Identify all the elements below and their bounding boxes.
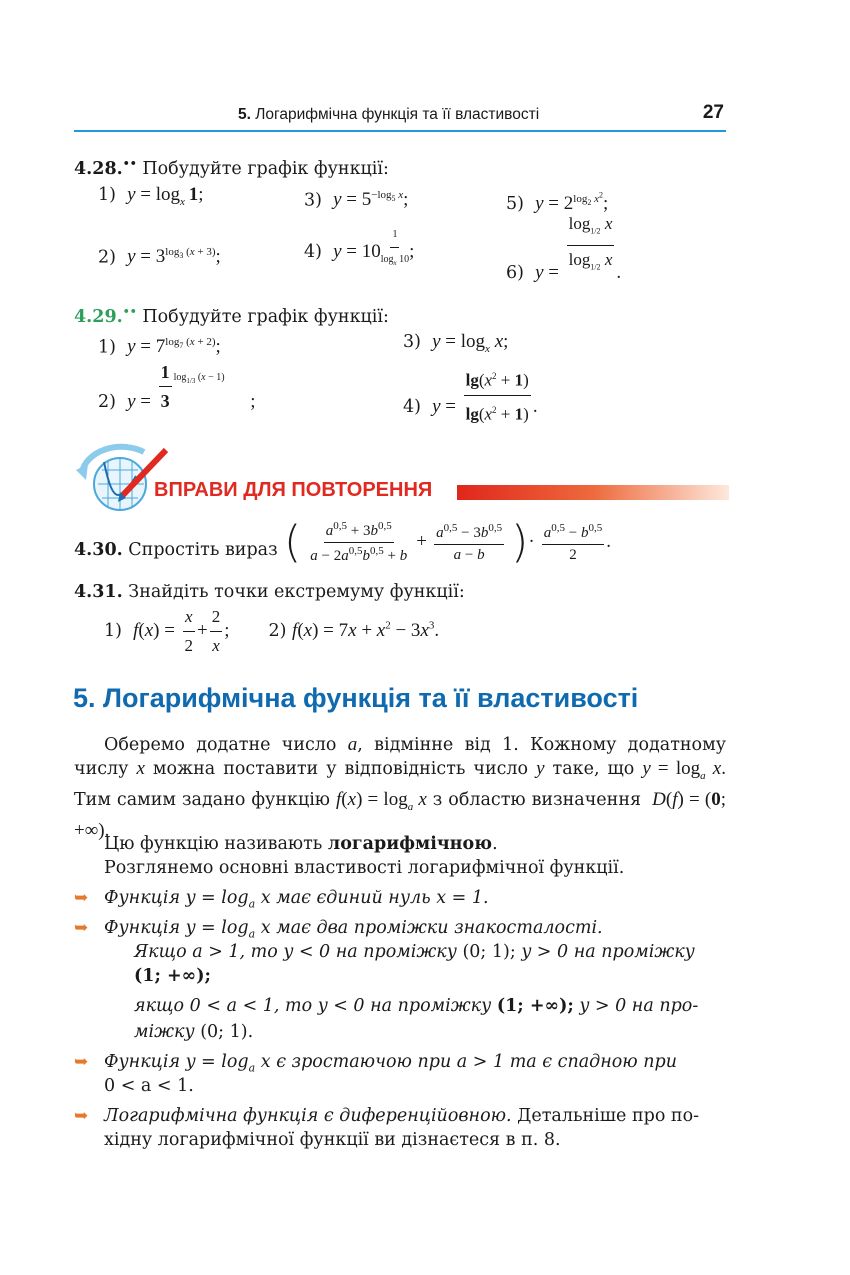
ex429-item-2: 2) y = $\frac{1}{3}$ $^{log_{1/3} (x - 1)}$ ;: [98, 362, 256, 412]
property-4: Логарифмічна функція є диференційовною. Детальніше про по-: [104, 1106, 700, 1126]
section-title: 5. Логарифмічна функція та її властивості: [73, 683, 639, 713]
ex428-item-5: 5) $y = 2^{log_2 x^2}$;: [506, 190, 609, 214]
paragraph-properties-intro: Розглянемо основні властивості логарифмічної функції.: [104, 858, 625, 878]
ex429-item-3: 3) $y = \log_x x$;: [403, 331, 509, 355]
exercise-number: 4.28.••: [74, 157, 137, 179]
property-3-cont: 0 < a < 1.: [104, 1076, 194, 1096]
bullet-arrow-icon: ➥: [74, 1106, 89, 1126]
repetition-bar: [457, 485, 729, 500]
ex430-expression: ( $\frac{a^{0,5} + 3b^{0,5}}{a - 2a^{0,5}b^{0,5} + b}$ + $\frac{a^{0,5} - 3b^{0,5}}{a - b}$ )· $\frac{a^{0,5} - b^{0,5}}{2}$ .: [284, 516, 611, 568]
bullet-arrow-icon: ➥: [74, 918, 89, 938]
paragraph-definition: Цю функцію називають логарифмічною.: [104, 834, 498, 854]
ex431-items: 1) f(x) = $\frac{x}{2}$ + $\frac{2}{x}$ ; 2) $f(x) = 7x + x^2 - 3x^3$.: [104, 607, 440, 655]
running-header: [74, 96, 726, 132]
property-2-case-1-interval: (1; +∞);: [134, 966, 211, 986]
property-4-cont: хідну логарифмічної функції ви дізнаєтеся в п. 8.: [104, 1130, 561, 1150]
bullet-arrow-icon: ➥: [74, 1052, 89, 1072]
property-2: Функція $y = \log_a x$ має два проміжки знакосталості.: [104, 918, 603, 941]
property-3: Функція $y = \log_a x$ є зростаючою при a > 1 та є спадною при: [104, 1052, 678, 1075]
bullet-arrow-icon: ➥: [74, 888, 89, 908]
paragraph-intro: Оберемо додатне число a, відмінне від 1. Кожному додатному числу x можна поставити у відповідність число y таке, що $y = \log_a x$. Тим самим задано функцію $f(x) = \log_a x$ з областю визначення D(f) = (0; +∞).: [74, 734, 726, 841]
ex428-item-1: 1) $y = \log_x 1$;: [98, 184, 204, 208]
property-1: Функція $y = \log_a x$ має єдиний нуль x = 1.: [104, 888, 489, 911]
ex428-item-6: 6) y = $\frac{\log_{1/2} x}{\log_{1/2} x}$ .: [506, 214, 622, 284]
property-2-case-2: якщо 0 < a < 1, то y < 0 на проміжку (1; +∞); y > 0 на про-: [134, 996, 699, 1016]
ex429-item-1: 1) $y = 7^{log_7 (x + 2)}$;: [98, 336, 221, 358]
page-number: 27: [702, 102, 724, 123]
exercise-number: 4.29.••: [74, 305, 137, 327]
property-2-case-1: Якщо a > 1, то y < 0 на проміжку (0; 1); y > 0 на проміжку: [134, 942, 695, 962]
ex428-item-2: 2) $y = 3^{log_3 (x + 3)}$;: [98, 246, 221, 268]
exercise-task: Побудуйте графік функції:: [142, 306, 389, 327]
ex428-item-4: 4) y = 10 $\frac{1}{\log_x 10}$ ;: [304, 222, 414, 277]
ex428-item-3: 3) $y = 5^{-log_5 x}$;: [304, 189, 409, 211]
property-2-case-2-cont: міжку (0; 1).: [134, 1022, 254, 1042]
repetition-title: ВПРАВИ ДЛЯ ПОВТОРЕННЯ: [154, 479, 433, 501]
exercise-430-heading: 4.30. Спростіть вираз: [74, 540, 278, 560]
exercise-431-heading: 4.31. Знайдіть точки екстремуму функції:: [74, 582, 465, 602]
exercise-429-heading: [74, 300, 389, 329]
graph-pencil-icon: [74, 440, 174, 514]
header-title: 5. Логарифмічна функція та її властивості: [238, 106, 540, 123]
exercise-task: Побудуйте графік функції:: [142, 158, 389, 179]
exercise-428-heading: [74, 152, 389, 181]
ex429-item-4: 4) y = $\frac{\lg(x^2 + 1)}{\lg(x^2 + 1)}$ .: [403, 364, 538, 426]
